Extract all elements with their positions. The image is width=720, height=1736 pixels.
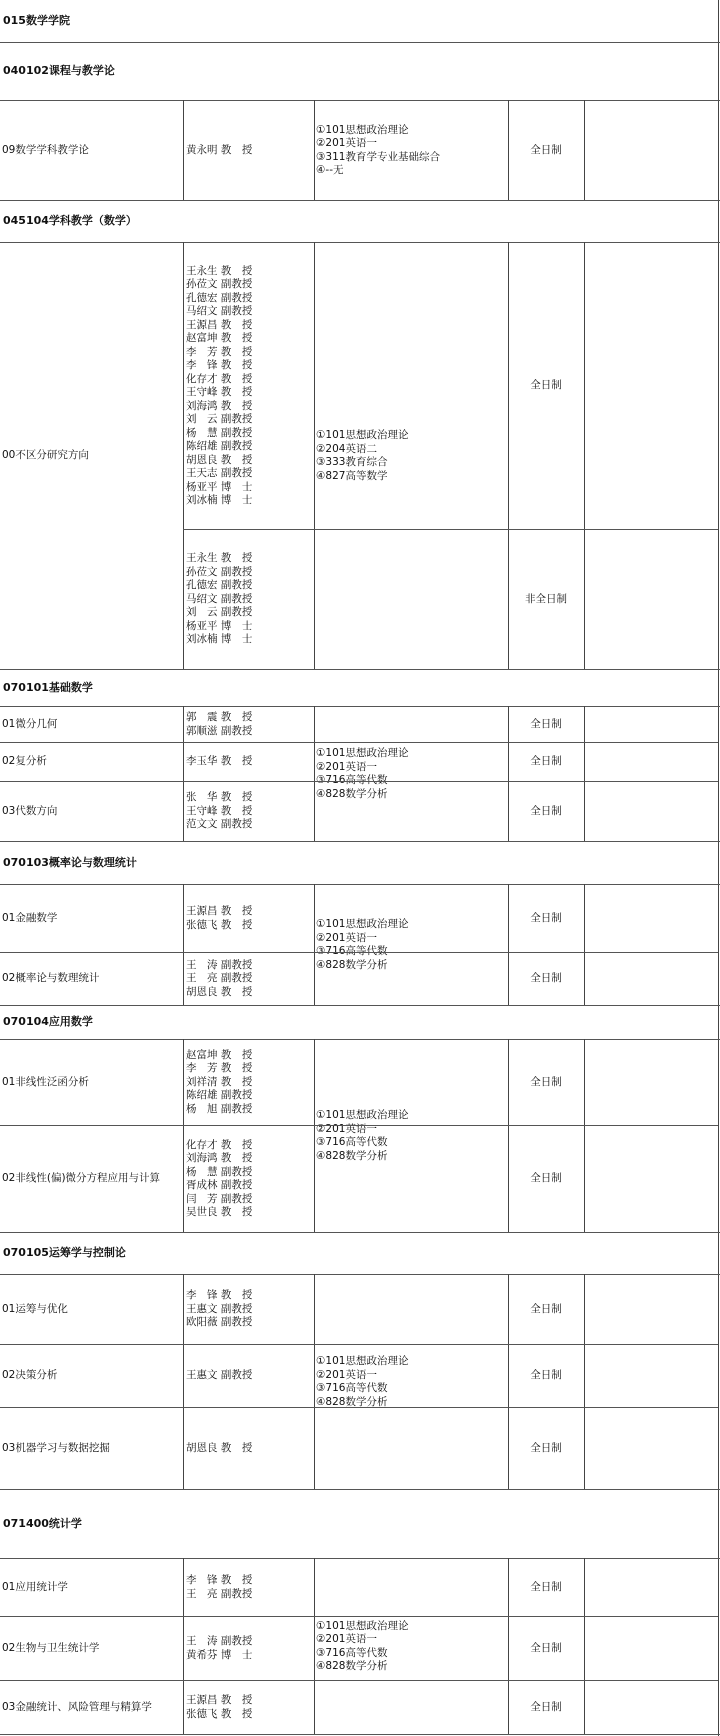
research-direction — [2, 1126, 181, 1232]
research-direction-text: 01非线性泛函分析 — [2, 1075, 89, 1088]
exam-subjects-line: ①101思想政治理论 — [316, 1619, 409, 1632]
supervisors — [186, 1559, 312, 1616]
supervisors — [186, 530, 312, 669]
study-mode-text: 全日制 — [530, 804, 562, 817]
supervisors — [186, 885, 312, 952]
exam-subjects-line: ③716高等代数 — [316, 1136, 388, 1148]
section-title: 015数学学院 — [3, 14, 70, 27]
research-direction-text: 03金融统计、风险管理与精算学 — [2, 1700, 152, 1713]
supervisors-line: 王源昌 教 授 — [186, 905, 253, 917]
supervisors-line: 化存才 教 授 — [186, 1138, 253, 1151]
supervisors-line: 王 亮 副教授 — [186, 1587, 253, 1600]
supervisors-line: 陈绍雄 副教授 — [186, 1089, 253, 1102]
supervisors-line: 杨亚平 博 士 — [186, 619, 253, 632]
section-title: 070105运筹学与控制论 — [3, 1246, 126, 1259]
supervisors-line: 陈绍雄 副教授 — [186, 440, 253, 452]
supervisors-line: 欧阳薇 副教授 — [186, 1316, 253, 1329]
exam-subjects-line: ①101思想政治理论 — [316, 1355, 409, 1367]
row-divider — [0, 1005, 720, 1006]
note — [585, 1408, 717, 1489]
supervisors — [186, 743, 312, 781]
study-mode — [509, 1681, 583, 1734]
exam-subjects-line: ③333教育综合 — [316, 456, 388, 468]
supervisors-line: 王 涛 副教授 — [186, 958, 253, 971]
supervisors-line: 杨 慧 副教授 — [186, 426, 253, 439]
research-direction — [2, 1617, 181, 1680]
supervisors — [186, 1126, 312, 1232]
research-direction-text: 03代数方向 — [2, 804, 58, 817]
column-divider — [183, 100, 184, 200]
study-mode-text: 全日制 — [530, 1369, 562, 1382]
research-direction — [2, 1040, 181, 1125]
supervisors-line: 刘冰楠 博 士 — [186, 494, 253, 506]
supervisors-line: 刘海鸿 教 授 — [186, 1152, 253, 1164]
supervisors-line: 张德飞 教 授 — [186, 918, 253, 931]
study-mode-text: 全日制 — [530, 1700, 562, 1713]
section-title: 071400统计学 — [3, 1517, 82, 1530]
supervisors-line: 黄永明 教 授 — [186, 143, 253, 156]
supervisors — [186, 953, 312, 1005]
study-mode-text: 全日制 — [530, 717, 562, 730]
supervisors-line: 赵富坤 教 授 — [186, 332, 253, 344]
study-mode — [509, 953, 583, 1005]
supervisors — [186, 1040, 312, 1125]
supervisors — [186, 782, 312, 841]
research-direction-text: 02非线性(偏)微分方程应用与计算 — [2, 1172, 161, 1185]
supervisors-line: 孔德宏 副教授 — [186, 291, 253, 304]
study-mode — [509, 243, 583, 529]
note — [585, 1617, 717, 1680]
supervisors-line: 孔德宏 副教授 — [186, 579, 253, 592]
note — [585, 1040, 717, 1125]
study-mode — [509, 782, 583, 841]
section-title: 045104学科教学（数学） — [3, 214, 137, 227]
supervisors-line: 王 涛 副教授 — [186, 1635, 253, 1647]
study-mode-text: 全日制 — [530, 143, 562, 156]
section-title: 040102课程与教学论 — [3, 64, 115, 77]
research-direction-text: 03机器学习与数据挖掘 — [2, 1441, 110, 1454]
note — [585, 707, 717, 742]
study-mode-text: 全日制 — [530, 379, 562, 392]
research-direction — [2, 1408, 181, 1489]
exam-subjects-line: ②204英语二 — [316, 442, 377, 455]
column-divider — [183, 884, 184, 1005]
research-direction — [2, 101, 181, 200]
supervisors-line: 王永生 教 授 — [186, 264, 253, 277]
study-mode — [509, 885, 583, 952]
exam-subjects — [316, 1040, 506, 1232]
supervisors-line: 刘海鸿 教 授 — [186, 399, 253, 412]
supervisors-line: 王源昌 教 授 — [186, 318, 253, 331]
study-mode-text: 全日制 — [530, 1172, 562, 1185]
row-divider — [0, 1734, 720, 1735]
column-divider — [314, 706, 315, 841]
study-mode — [509, 1126, 583, 1232]
research-direction-text: 01金融数学 — [2, 911, 58, 924]
exam-subjects-line: ②201英语一 — [316, 1633, 377, 1645]
column-divider — [314, 1274, 315, 1489]
supervisors-line: 孙莅文 副教授 — [186, 565, 253, 578]
research-direction — [2, 1559, 181, 1616]
research-direction — [2, 953, 181, 1005]
supervisors-line: 范文文 副教授 — [186, 818, 253, 831]
supervisors-line: 刘祥清 教 授 — [186, 1075, 253, 1088]
supervisors-line: 刘 云 副教授 — [186, 606, 253, 619]
supervisors-line: 郭顺滋 副教授 — [186, 724, 253, 737]
note — [585, 243, 717, 529]
research-direction-text: 02决策分析 — [2, 1369, 58, 1382]
research-direction — [2, 885, 181, 952]
note — [585, 1559, 717, 1616]
supervisors-line: 杨 慧 副教授 — [186, 1165, 253, 1178]
supervisors-line: 孙莅文 副教授 — [186, 278, 253, 290]
supervisors-line: 赵富坤 教 授 — [186, 1048, 253, 1061]
study-mode-text: 全日制 — [530, 1641, 562, 1654]
right-border — [718, 0, 719, 1736]
research-direction — [2, 1681, 181, 1734]
supervisors-line: 化存才 教 授 — [186, 372, 253, 385]
supervisors-line: 闫 芳 副教授 — [186, 1192, 253, 1205]
note — [585, 1126, 717, 1232]
note — [585, 953, 717, 1005]
supervisors — [186, 1345, 312, 1407]
research-direction — [2, 243, 181, 669]
supervisors — [186, 1275, 312, 1344]
row-divider — [0, 200, 720, 201]
supervisors — [186, 707, 312, 742]
supervisors-line: 张 华 教 授 — [186, 791, 253, 804]
note — [585, 1681, 717, 1734]
exam-subjects-line: ①101思想政治理论 — [316, 429, 409, 441]
row-divider — [0, 42, 720, 43]
study-mode — [509, 101, 583, 200]
supervisors-line: 王天志 副教授 — [186, 467, 253, 479]
study-mode — [509, 1617, 583, 1680]
column-divider — [314, 100, 315, 200]
supervisors-line: 王 亮 副教授 — [186, 972, 253, 985]
row-divider — [0, 669, 720, 670]
supervisors-line: 胡恩良 教 授 — [186, 453, 253, 466]
supervisors-line: 杨 旭 副教授 — [186, 1102, 253, 1115]
supervisors — [186, 1617, 312, 1680]
note — [585, 782, 717, 841]
research-direction — [2, 1345, 181, 1407]
note — [585, 530, 717, 669]
study-mode-text: 全日制 — [530, 755, 562, 768]
exam-subjects-line: ④828数学分析 — [316, 1660, 388, 1672]
row-divider — [0, 1489, 720, 1490]
note — [585, 1345, 717, 1407]
supervisors — [186, 1408, 312, 1489]
supervisors-line: 王源昌 教 授 — [186, 1694, 253, 1706]
study-mode — [509, 743, 583, 781]
research-direction — [2, 782, 181, 841]
exam-subjects — [316, 1559, 506, 1734]
supervisors — [186, 101, 312, 200]
column-divider — [314, 242, 315, 669]
supervisors-line: 王守峰 教 授 — [186, 804, 253, 817]
exam-subjects-line: ②201英语一 — [316, 1122, 377, 1135]
column-divider — [183, 1558, 184, 1734]
study-mode-text: 全日制 — [530, 911, 562, 924]
column-divider — [183, 1274, 184, 1489]
study-mode-text: 全日制 — [530, 1580, 562, 1593]
study-mode — [509, 530, 583, 669]
supervisors-line: 胡恩良 教 授 — [186, 985, 253, 998]
exam-subjects-line: ②201英语一 — [316, 760, 377, 773]
supervisors — [186, 1681, 312, 1734]
supervisors-line: 马绍文 副教授 — [186, 305, 253, 317]
exam-subjects-line: ③311教育学专业基础综合 — [316, 150, 440, 163]
supervisors-line: 李 锋 教 授 — [186, 359, 253, 371]
exam-subjects-line: ④--无 — [316, 164, 344, 176]
supervisors-line: 郭 震 教 授 — [186, 711, 253, 723]
exam-subjects — [316, 101, 506, 200]
supervisors-line: 王守峰 教 授 — [186, 386, 253, 398]
note — [585, 743, 717, 781]
research-direction-text: 01运筹与优化 — [2, 1302, 68, 1315]
research-direction — [2, 743, 181, 781]
supervisors-line: 李 芳 教 授 — [186, 1062, 253, 1075]
study-mode — [509, 1408, 583, 1489]
research-direction-text: 02复分析 — [2, 755, 47, 768]
exam-subjects-line: ②201英语一 — [316, 137, 377, 149]
row-divider — [0, 1232, 720, 1233]
study-mode — [509, 1345, 583, 1407]
exam-subjects-line: ④827高等数学 — [316, 469, 388, 482]
supervisors-line: 马绍文 副教授 — [186, 592, 253, 605]
exam-subjects-line: ②201英语一 — [316, 1368, 377, 1381]
supervisors-line: 王惠文 副教授 — [186, 1369, 253, 1382]
column-divider — [314, 1558, 315, 1734]
supervisors-line: 黄希芬 博 士 — [186, 1648, 253, 1661]
row-divider — [0, 841, 720, 842]
supervisors-line: 张德飞 教 授 — [186, 1707, 253, 1720]
exam-subjects-line: ②201英语一 — [316, 931, 377, 944]
supervisors-line: 李 锋 教 授 — [186, 1289, 253, 1302]
research-direction-text: 01微分几何 — [2, 717, 58, 730]
section-title: 070103概率论与数理统计 — [3, 856, 137, 869]
study-mode-text: 全日制 — [530, 1302, 562, 1315]
supervisors-line: 王惠文 副教授 — [186, 1302, 253, 1315]
supervisors-line: 李玉华 教 授 — [186, 755, 253, 768]
note — [585, 101, 717, 200]
research-direction-text: 01应用统计学 — [2, 1580, 68, 1593]
study-mode — [509, 1559, 583, 1616]
exam-subjects — [316, 885, 506, 1005]
exam-subjects-line: ④828数学分析 — [316, 1149, 388, 1162]
exam-subjects-line: ④828数学分析 — [316, 787, 388, 800]
section-title: 070104应用数学 — [3, 1015, 93, 1028]
column-divider — [314, 884, 315, 1005]
supervisors-line: 李 芳 教 授 — [186, 345, 253, 358]
exam-subjects-line: ③716高等代数 — [316, 774, 388, 786]
research-direction — [2, 707, 181, 742]
exam-subjects-line: ①101思想政治理论 — [316, 918, 409, 930]
exam-subjects — [316, 1275, 506, 1489]
exam-subjects — [316, 243, 506, 669]
column-divider — [314, 1039, 315, 1232]
section-title: 070101基础数学 — [3, 681, 93, 694]
research-direction-text: 09数学学科教学论 — [2, 143, 89, 156]
supervisors-line: 胥成林 副教授 — [186, 1179, 253, 1191]
exam-subjects-line: ①101思想政治理论 — [316, 1109, 409, 1121]
exam-subjects-line: ④828数学分析 — [316, 958, 388, 971]
exam-subjects-line: ③716高等代数 — [316, 1646, 388, 1659]
exam-subjects-line: ①101思想政治理论 — [316, 747, 409, 759]
note — [585, 1275, 717, 1344]
column-divider — [183, 242, 184, 669]
supervisors-line: 吴世良 教 授 — [186, 1206, 253, 1218]
supervisors-line: 刘冰楠 博 士 — [186, 633, 253, 646]
supervisors — [186, 243, 312, 529]
exam-subjects-line: ③716高等代数 — [316, 945, 388, 957]
supervisors-line: 刘 云 副教授 — [186, 413, 253, 425]
study-mode — [509, 1275, 583, 1344]
research-direction — [2, 1275, 181, 1344]
supervisors-line: 胡恩良 教 授 — [186, 1441, 253, 1454]
study-mode — [509, 707, 583, 742]
column-divider — [183, 706, 184, 841]
supervisors-line: 王永生 教 授 — [186, 552, 253, 565]
supervisors-line: 李 锋 教 授 — [186, 1574, 253, 1586]
study-mode-text: 全日制 — [530, 1441, 562, 1454]
research-direction-text: 00不区分研究方向 — [2, 449, 89, 462]
note — [585, 885, 717, 952]
research-direction-text: 02生物与卫生统计学 — [2, 1641, 100, 1654]
exam-subjects — [316, 707, 506, 841]
research-direction-text: 02概率论与数理统计 — [2, 972, 100, 985]
study-mode — [509, 1040, 583, 1125]
exam-subjects-line: ③716高等代数 — [316, 1382, 388, 1394]
study-mode-text: 全日制 — [530, 1075, 562, 1088]
exam-subjects-line: ④828数学分析 — [316, 1395, 388, 1408]
exam-subjects-line: ①101思想政治理论 — [316, 123, 409, 136]
supervisors-line: 杨亚平 博 士 — [186, 480, 253, 493]
study-mode-text: 全日制 — [530, 972, 562, 985]
study-mode-text: 非全日制 — [525, 592, 567, 605]
column-divider — [183, 1039, 184, 1232]
